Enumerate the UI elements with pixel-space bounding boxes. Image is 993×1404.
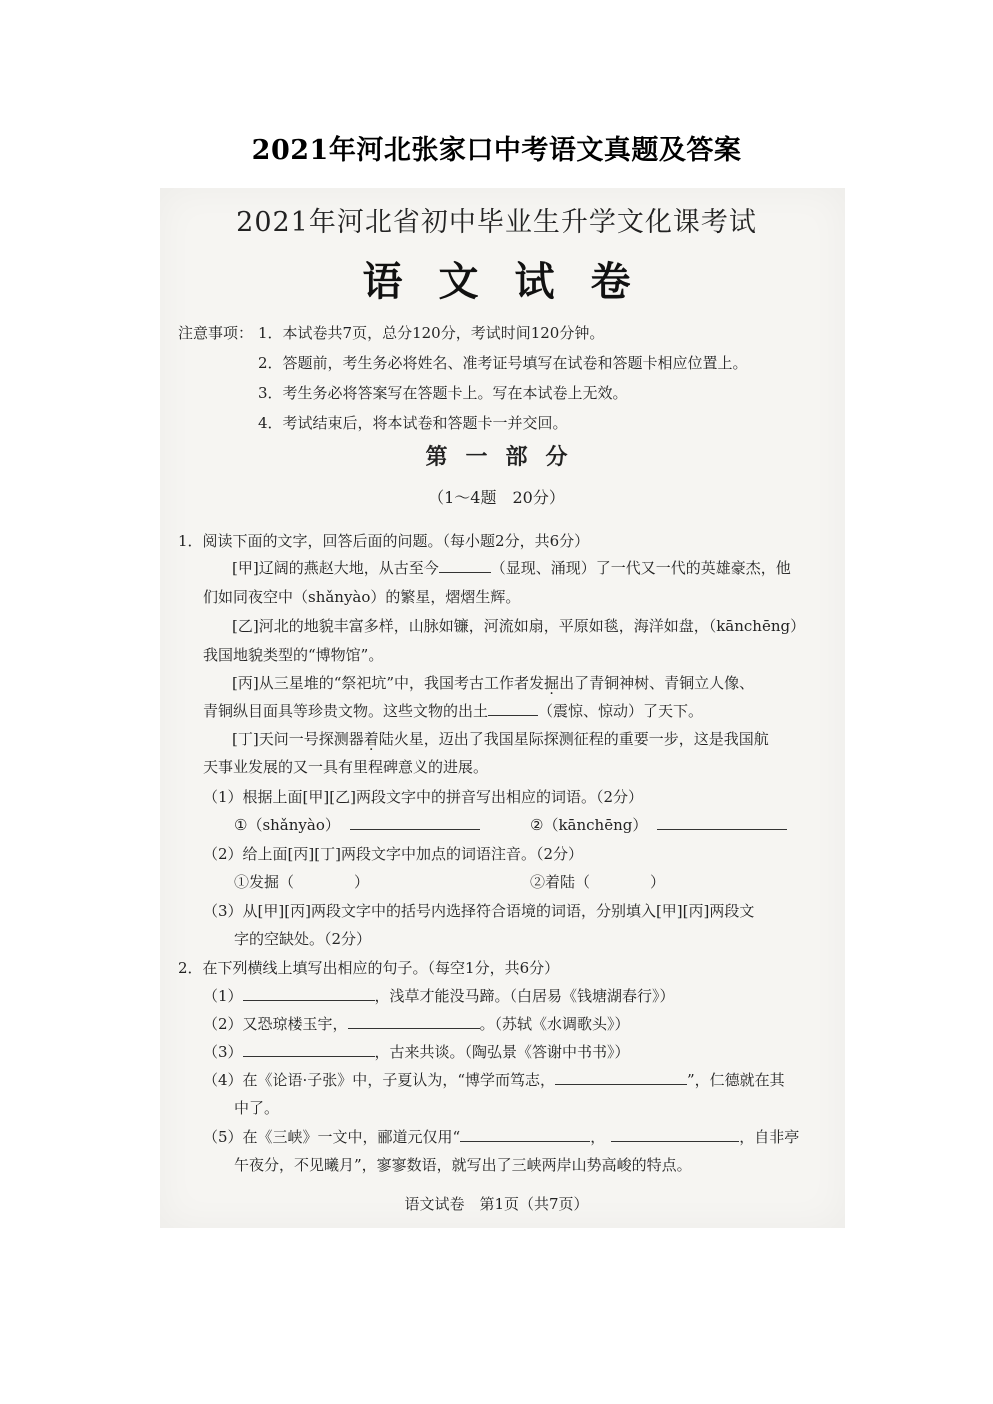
passage-yi: [乙]河北的地貌丰富多样，山脉如镰，河流如扇，平原如毯，海洋如盘，（kānchēng）	[232, 617, 806, 635]
item-text: ，	[590, 1128, 606, 1146]
passage-text: [甲]辽阔的燕赵大地，从古至今	[232, 559, 439, 577]
q2-item-5-cont: 午夜分，不见曦月”，寥寥数语，就写出了三峡两岸山势高峻的特点。	[234, 1156, 692, 1174]
answer-blank[interactable]	[611, 1127, 739, 1142]
passage-yi-cont: 我国地貌类型的“博物馆”。	[203, 646, 384, 664]
note-item: 3．考生务必将答案写在答题卡上。写在本试卷上无效。	[258, 384, 628, 402]
passage-ding	[232, 728, 769, 749]
item-number: （1）	[203, 987, 243, 1005]
passage-bing	[232, 672, 754, 693]
passage-bing-cont	[203, 700, 703, 721]
answer-blank[interactable]	[243, 986, 375, 1001]
answer-label: ②（kānchēng）	[530, 816, 648, 834]
part-subtitle: （1～4题 20分）	[428, 488, 565, 507]
subquestion-2: （2）给上面[丙][丁]两段文字中加点的词语注音。（2分）	[203, 845, 583, 863]
exam-notes	[178, 318, 748, 438]
passage-text: [丙]从三星堆的“祭祀坑”中，我国考古工作者发	[232, 674, 545, 692]
item-text: 。（苏轼《水调歌头》）	[479, 1015, 630, 1033]
subquestion-1-a	[234, 814, 480, 835]
answer-blank[interactable]	[350, 815, 480, 830]
dotted-char: 掘	[544, 674, 560, 692]
note-item: 4．考试结束后，将本试卷和答题卡一并交回。	[258, 414, 568, 432]
subquestion-2-b: ②着陆（ ）	[530, 873, 666, 891]
page-footer: 语文试卷 第1页（共7页）	[404, 1195, 589, 1213]
document-title: 2021年河北张家口中考语文真题及答案	[251, 135, 742, 166]
passage-text: （显现、涌现）了一代又一代的英雄豪杰，他	[490, 559, 791, 577]
answer-blank[interactable]	[243, 1042, 375, 1057]
passage-text: [丁]天问一号探测器	[232, 730, 364, 748]
fill-blank[interactable]	[488, 701, 538, 716]
part-title: 第一部分	[425, 444, 586, 470]
passage-text: （震惊、惊动）了天下。	[538, 702, 704, 720]
q2-item-2	[203, 1013, 630, 1034]
q2-item-4	[203, 1069, 785, 1090]
answer-label: ①（shǎnyào）	[234, 816, 340, 834]
subquestion-3-cont: 字的空缺处。（2分）	[234, 930, 372, 948]
exam-title: 2021年河北省初中毕业生升学文化课考试	[236, 207, 757, 238]
note-item: 1．本试卷共7页，总分120分，考试时间120分钟。	[258, 324, 605, 342]
q2-item-1	[203, 985, 675, 1006]
item-text: ，古来共谈。（陶弘景《答谢中书书》）	[374, 1043, 630, 1061]
item-text: ”，仁德就在其	[686, 1071, 785, 1089]
q2-item-4-cont: 中了。	[234, 1099, 280, 1117]
subquestion-2-a: ①发掘（ ）	[234, 873, 370, 891]
dotted-char: 着	[363, 730, 379, 748]
passage-jia	[232, 557, 791, 578]
item-text: ，自非亭	[739, 1128, 800, 1146]
answer-blank[interactable]	[555, 1070, 687, 1085]
notes-label: 注意事项：	[178, 324, 254, 342]
paper-title: 语文试卷	[362, 258, 667, 305]
item-number: （3）	[203, 1043, 243, 1061]
answer-blank[interactable]	[348, 1014, 480, 1029]
subquestion-1: （1）根据上面[甲][乙]两段文字中的拼音写出相应的词语。（2分）	[203, 788, 643, 806]
passage-text: 青铜纵目面具等珍贵文物。这些文物的出土	[203, 702, 489, 720]
question-2-stem: 2．在下列横线上填写出相应的句子。（每空1分，共6分）	[178, 959, 560, 977]
passage-text: 出了青铜神树、青铜立人像、	[559, 674, 755, 692]
subquestion-1-b	[530, 814, 787, 835]
fill-blank[interactable]	[439, 558, 491, 573]
answer-blank[interactable]	[460, 1127, 590, 1142]
passage-jia-cont: 们如同夜空中（shǎnyào）的繁星，熠熠生辉。	[203, 588, 521, 606]
item-text: （2）又恐琼楼玉宇，	[203, 1015, 348, 1033]
answer-blank[interactable]	[657, 815, 787, 830]
passage-ding-cont: 天事业发展的又一具有里程碑意义的进展。	[203, 758, 489, 776]
item-text: ，浅草才能没马蹄。（白居易《钱塘湖春行》）	[374, 987, 675, 1005]
item-text: （5）在《三峡》一文中，郦道元仅用“	[203, 1128, 461, 1146]
passage-text: 陆火星，迈出了我国星际探测征程的重要一步，这是我国航	[378, 730, 769, 748]
item-text: （4）在《论语·子张》中，子夏认为，“博学而笃志，	[203, 1071, 555, 1089]
q2-item-5	[203, 1126, 799, 1147]
note-item: 2．答题前，考生务必将姓名、准考证号填写在试卷和答题卡相应位置上。	[258, 354, 748, 372]
question-1-stem: 1．阅读下面的文字，回答后面的问题。（每小题2分，共6分）	[178, 532, 590, 550]
q2-item-3	[203, 1041, 630, 1062]
subquestion-3: （3）从[甲][丙]两段文字中的括号内选择符合语境的词语，分别填入[甲][丙]两段文	[203, 902, 755, 920]
